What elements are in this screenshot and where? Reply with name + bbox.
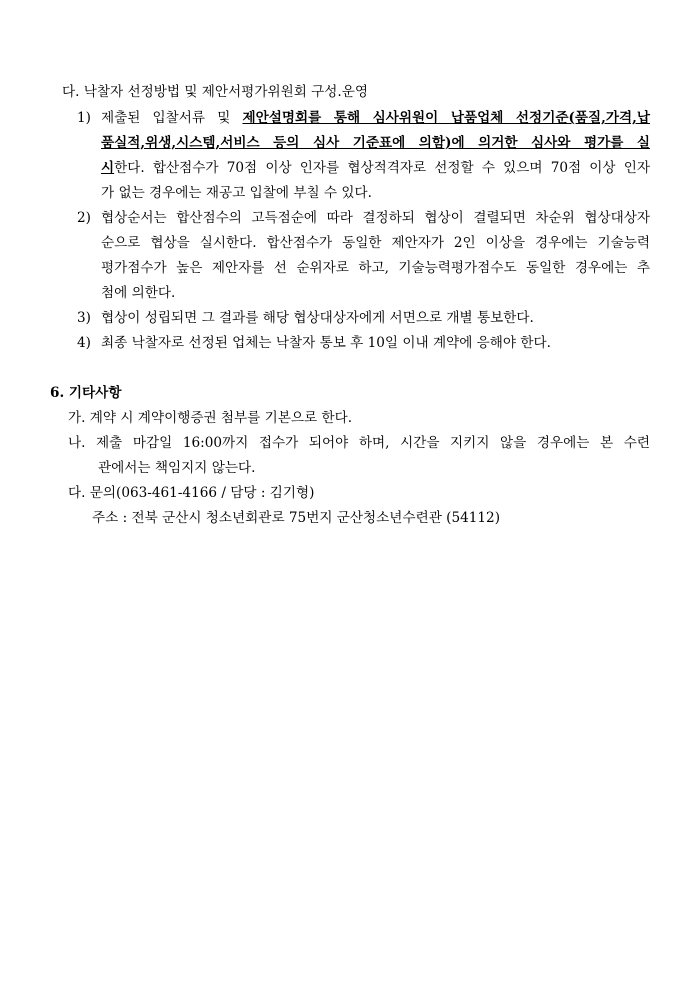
item-1-line-1 bbox=[101, 106, 650, 130]
item-4-text: 최종 낙찰자로 선정된 업체는 낙찰자 통보 후 10일 이내 계약에 응해야 한다. bbox=[101, 335, 551, 351]
item-1-text-underlined-3: 시 bbox=[101, 160, 115, 176]
item-1-text-underlined-2: 품실적,위생,시스템,서비스 등의 심사 기준표에 의함)에 의거한 심사와 평가를 실 bbox=[101, 135, 650, 151]
item-2-line-3: 평가점수가 높은 제안자를 선 순위자로 하고, 기술능력평가점수도 동일한 경우에는 추 bbox=[101, 260, 650, 276]
section-6-ga: 가. 계약 시 계약이행증권 첨부를 기본으로 한다. bbox=[68, 410, 353, 426]
item-1-number: 1) bbox=[77, 110, 91, 126]
item-3-number: 3) bbox=[77, 310, 91, 326]
item-1-line-3 bbox=[101, 156, 650, 180]
section-6-na-line-1: 나. 제출 마감일 16:00까지 접수가 되어야 하며, 시간을 지키지 않을 경우에는 본 수련 bbox=[68, 435, 650, 451]
item-1-text-plain: 제출된 입찰서류 및 bbox=[101, 110, 243, 126]
item-3-text: 협상이 성립되면 그 결과를 해당 협상대상자에게 서면으로 개별 통보한다. bbox=[101, 310, 534, 326]
item-2-line-1: 협상순서는 합산점수의 고득점순에 따라 결정하되 협상이 결렬되면 차순위 협상대상자 bbox=[101, 210, 650, 226]
item-2-line-2: 순으로 협상을 실시한다. 합산점수가 동일한 제안자가 2인 이상을 경우에는 기술능력 bbox=[101, 235, 650, 251]
section-6-title: 6. 기타사항 bbox=[50, 385, 122, 401]
item-1-text-underlined: 제안설명회를 통해 심사위원이 납품업체 선정기준(품질,가격,납 bbox=[242, 110, 651, 126]
item-1-line-4: 가 없는 경우에는 재공고 입찰에 부칠 수 있다. bbox=[101, 185, 372, 201]
item-2-line-4: 첨에 의한다. bbox=[101, 285, 176, 301]
section-6-address: 주소 : 전북 군산시 청소년회관로 75번지 군산청소년수련관 (54112) bbox=[92, 510, 500, 526]
item-1-line-2 bbox=[101, 131, 650, 155]
section-6-da-contact: 다. 문의(063-461-4166 / 담당 : 김기형) bbox=[68, 485, 315, 501]
item-2-number: 2) bbox=[77, 210, 91, 226]
item-4-number: 4) bbox=[77, 335, 91, 351]
item-1-text-rest: 한다. 합산점수가 70점 이상 인자를 협상적격자로 선정할 수 있으며 70점 이상 인자 bbox=[114, 160, 650, 176]
section-da-title: 다. 낙찰자 선정방법 및 제안서평가위원회 구성.운영 bbox=[62, 84, 369, 100]
section-6-na-line-2: 관에서는 책임지지 않는다. bbox=[98, 460, 256, 476]
